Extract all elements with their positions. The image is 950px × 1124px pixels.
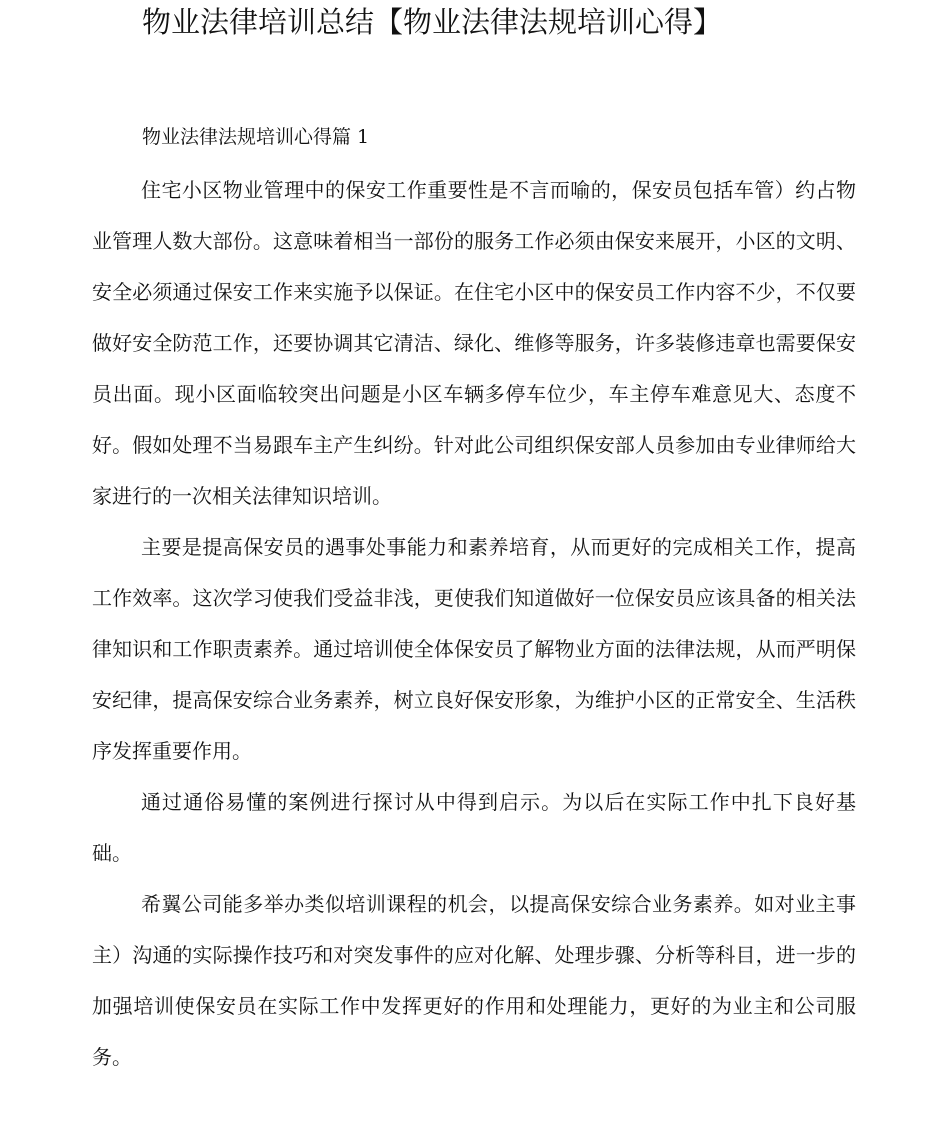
paragraph-1: 住宅小区物业管理中的保安工作重要性是不言而喻的，保安员包括车管）约占物业管理人数大部份。这意味着相当一部份的服务工作必须由保安来展开，小区的文明、安全必须通过保安工作来实施予以保证。在住宅小区中的保安员工作内容不少，不仅要做好安全防范工作，还要协调其它清洁、绿化、维修等服务，许多装修违章也需要保安员出面。现小区面临较突出问题是小区车辆多停车位少，车主停车难意见大、态度不好。假如处理不当易跟车主产生纠纷。针对此公司组织保安部人员参加由专业律师给大家进行的一次相关法律知识培训。: [92, 178, 856, 508]
document-title: 物业法律培训总结【物业法律法规培训心得】: [142, 5, 723, 39]
paragraph-3: 通过通俗易懂的案例进行探讨从中得到启示。为以后在实际工作中扎下良好基础。: [92, 790, 856, 865]
document-body: [92, 165, 856, 1083]
paragraph-2: 主要是提高保安员的遇事处事能力和素养培育，从而更好的完成相关工作，提高工作效率。这次学习使我们受益非浅，更使我们知道做好一位保安员应该具备的相关法律知识和工作职责素养。通过培训使全体保安员了解物业方面的法律法规，从而严明保安纪律，提高保安综合业务素养，树立良好保安形象，为维护小区的正常安全、生活秩序发挥重要作用。: [92, 535, 856, 763]
paragraph-4: 希翼公司能多举办类似培训课程的机会，以提高保安综合业务素养。如对业主事主）沟通的实际操作技巧和对突发事件的应对化解、处理步骤、分析等科目，进一步的加强培训使保安员在实际工作中发挥更好的作用和处理能力，更好的为业主和公司服务。: [92, 892, 856, 1069]
section-heading: 物业法律法规培训心得篇 1: [142, 126, 370, 148]
